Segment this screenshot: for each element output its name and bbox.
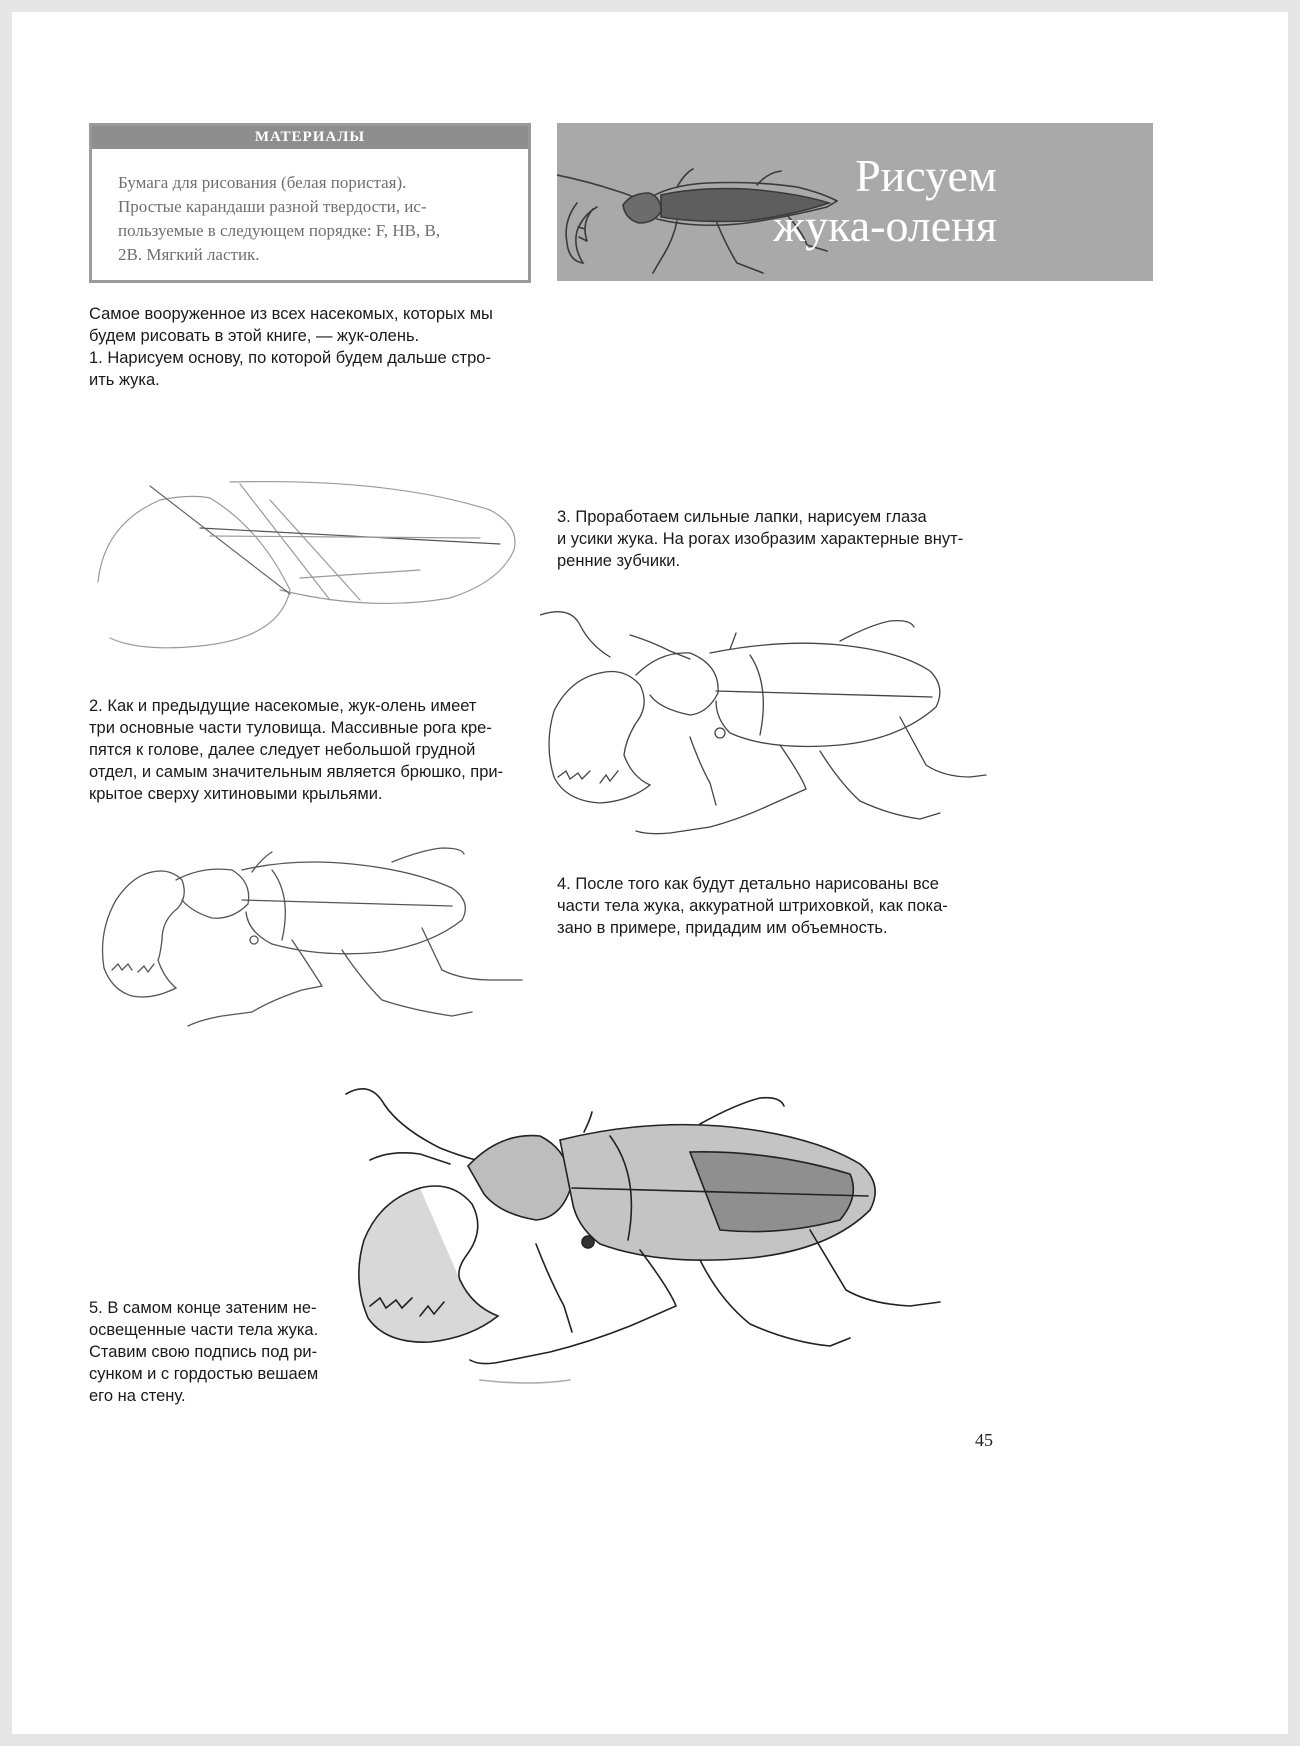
text-line: Самое вооруженное из всех насекомых, которых мы: [89, 305, 493, 323]
title-banner: [557, 123, 1153, 281]
text-line: будем рисовать в этой книге, — жук-олень.: [89, 327, 420, 345]
text-line: зано в примере, придадим им объемность.: [557, 919, 888, 937]
text-line: 2. Как и предыдущие насекомые, жук-олень имеет: [89, 697, 477, 715]
text-line: освещенные части тела жука.: [89, 1321, 319, 1339]
title-line-2: жука-оленя: [773, 200, 997, 251]
text-line: отдел, и самым значительным является брюшко, при-: [89, 763, 504, 781]
text-line: 4. После того как будут детально нарисованы все: [557, 875, 939, 893]
text-line: пятся к голове, далее следует небольшой грудной: [89, 741, 476, 759]
text-line: его на стену.: [89, 1387, 186, 1405]
page-number: 45: [975, 1430, 993, 1450]
materials-line: 2B. Мягкий ластик.: [118, 245, 260, 264]
step-3-text: [557, 506, 998, 572]
text-line: крытое сверху хитиновыми крыльями.: [89, 785, 383, 803]
intro-text: [89, 303, 531, 391]
text-line: 5. В самом конце затеним не-: [89, 1299, 317, 1317]
text-line: ренние зубчики.: [557, 552, 681, 570]
materials-heading: МАТЕРИАЛЫ: [92, 126, 528, 149]
step-2-text: [89, 695, 531, 805]
text-line: ить жука.: [89, 371, 160, 389]
title-line-1: Рисуем: [855, 150, 997, 201]
text-line: 1. Нарисуем основу, по которой будем дальше стро-: [89, 349, 491, 367]
text-line: сунком и с гордостью вешаем: [89, 1365, 319, 1383]
step-5-text: [89, 1297, 335, 1407]
text-line: и усики жука. На рогах изобразим характерные внут-: [557, 530, 964, 548]
step-5-drawing: [340, 1080, 990, 1420]
text-line: три основные части туловища. Массивные рога кре-: [89, 719, 492, 737]
materials-box: [89, 123, 531, 283]
text-line: Ставим свою подпись под ри-: [89, 1343, 318, 1361]
text-line: 3. Проработаем сильные лапки, нарисуем глаза: [557, 508, 927, 526]
materials-line: Простые карандаши разной твердости, ис-: [118, 197, 427, 216]
step-3-sketch: [540, 605, 990, 845]
step-4-text: [557, 873, 998, 939]
step-1-sketch: [90, 470, 530, 655]
text-line: части тела жука, аккуратной штриховкой, как пока-: [557, 897, 948, 915]
materials-line: пользуемые в следующем порядке: F, HB, B,: [118, 221, 441, 240]
page-title: [773, 151, 997, 251]
materials-text: [92, 149, 528, 267]
materials-line: Бумага для рисования (белая пористая).: [118, 173, 407, 192]
step-2-sketch: [92, 840, 532, 1050]
